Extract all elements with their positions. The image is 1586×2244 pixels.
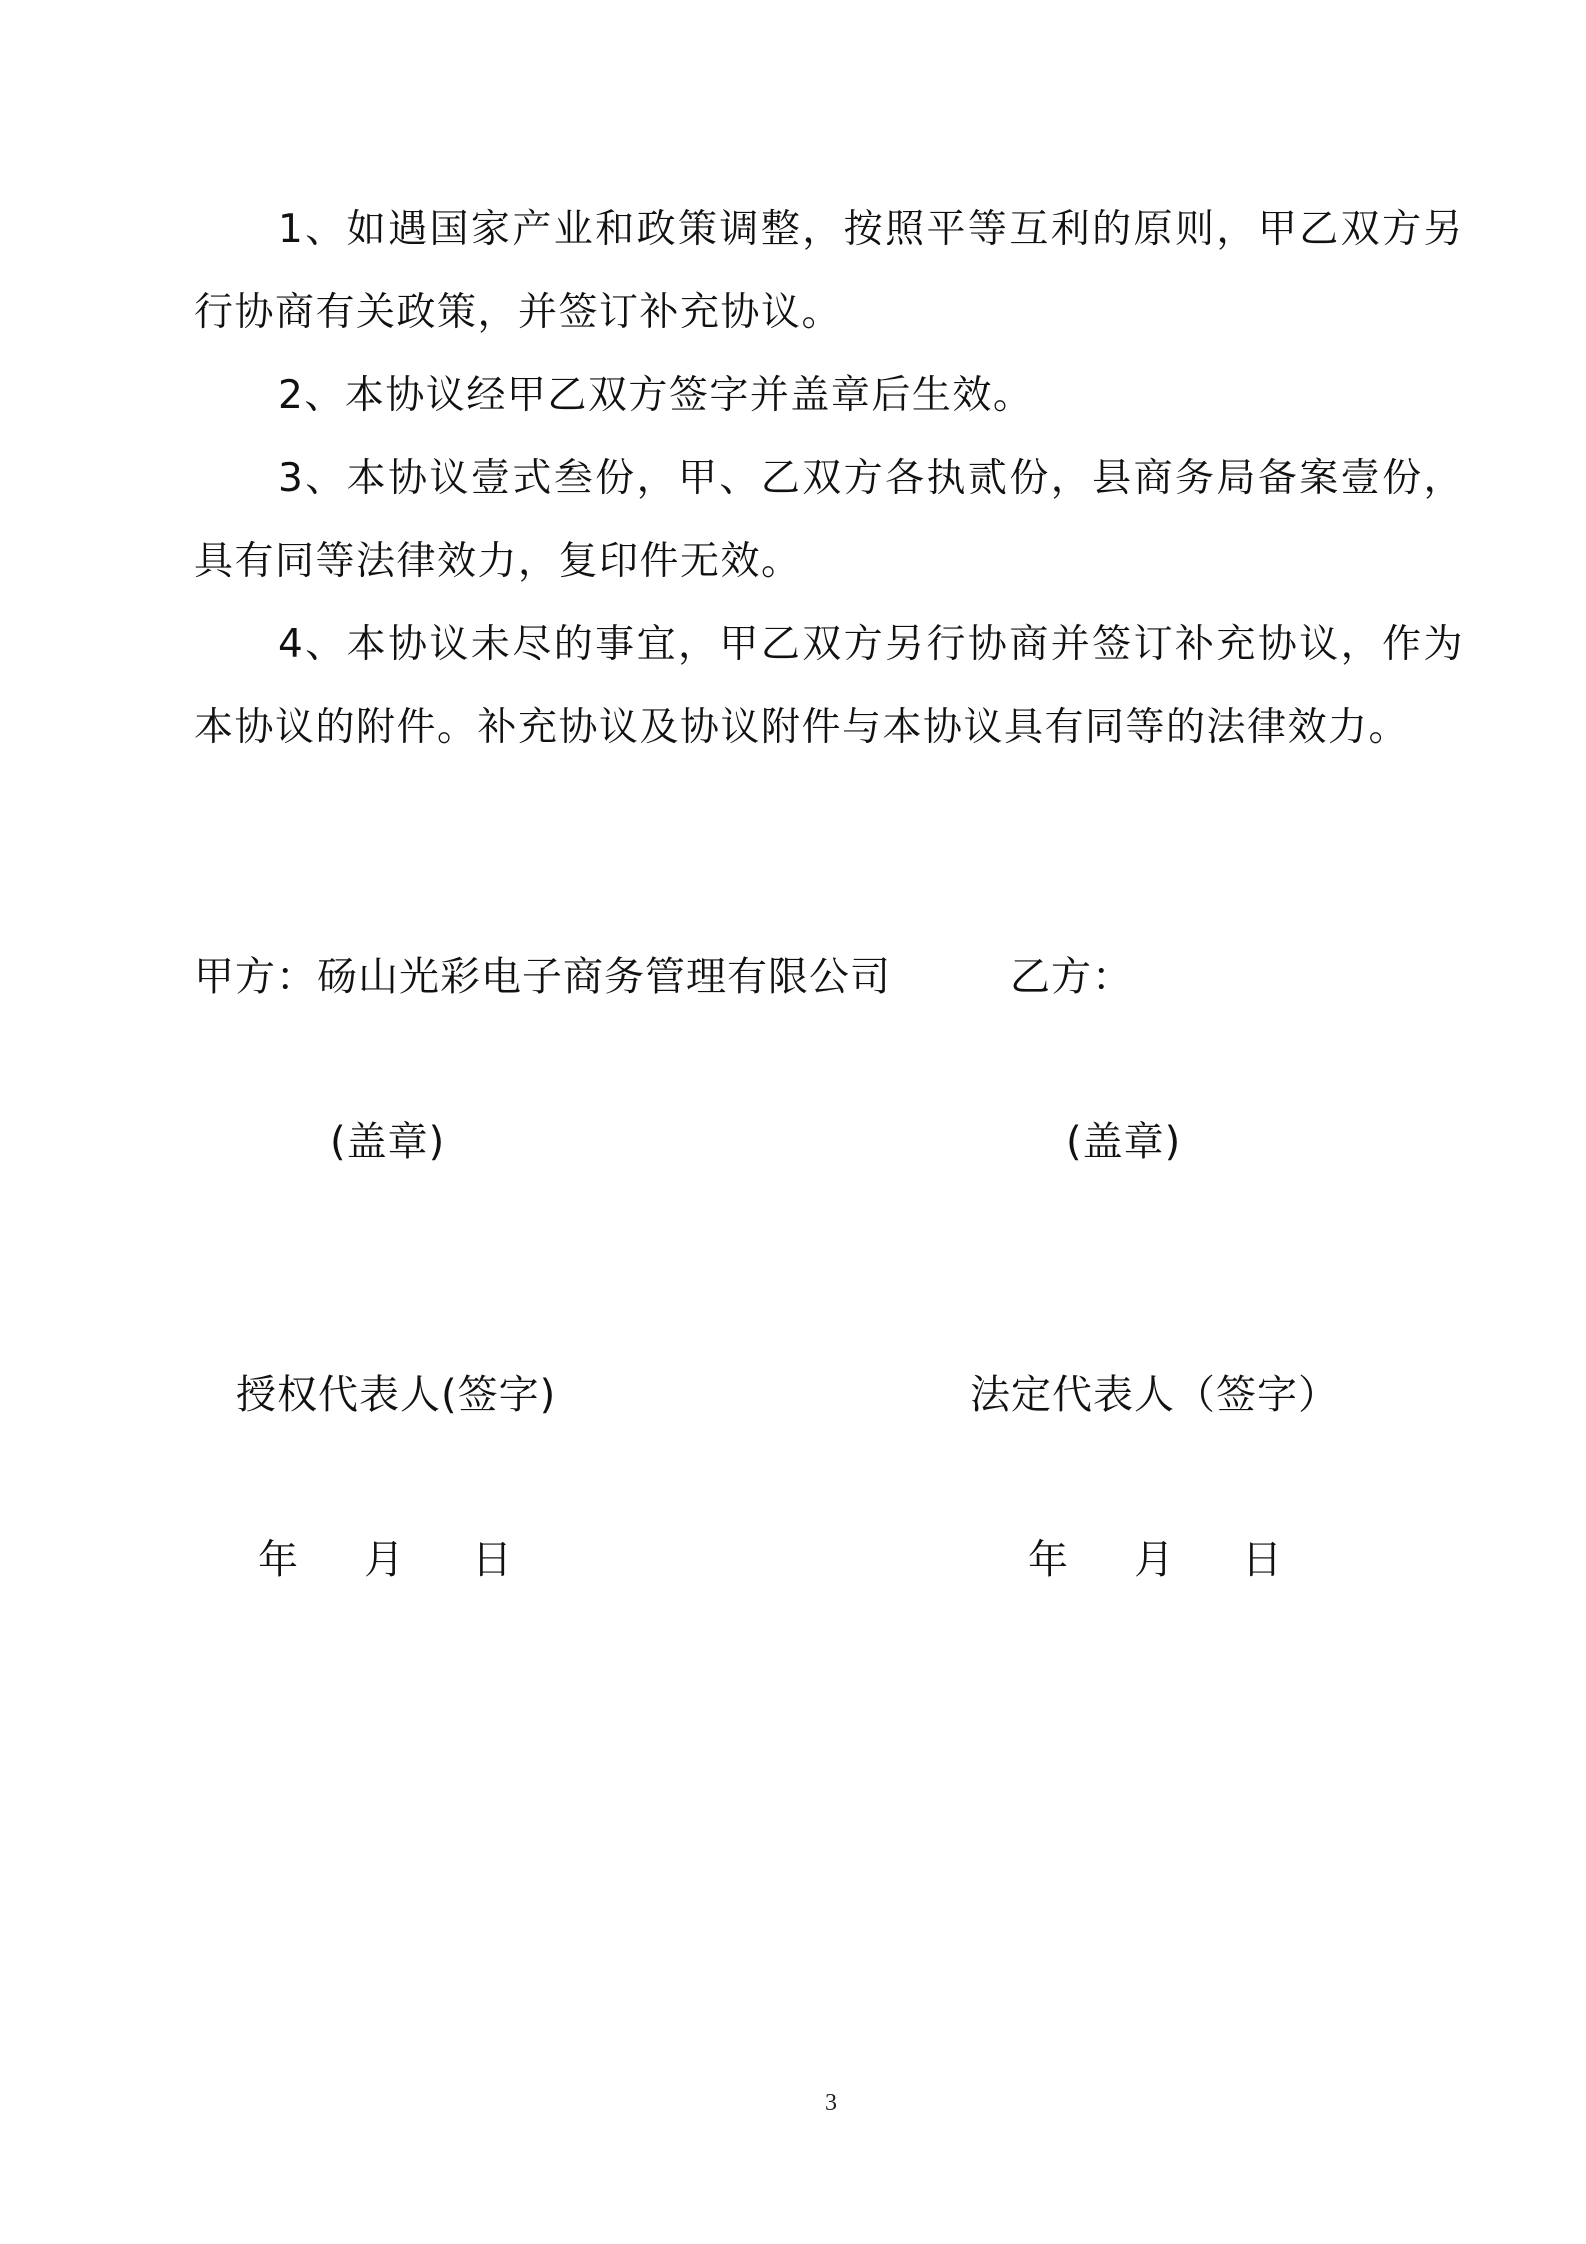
date-day-label: 日 [472,1537,512,1583]
clause-3: 3、本协议壹式叁份，甲、乙双方各执贰份，县商务局备案壹份，具有同等法律效力，复印件无效。 [194,456,1464,584]
party-b-label: 乙方： [1010,954,1133,1000]
party-a-label: 甲方：砀山光彩电子商务管理有限公司 [194,954,891,1000]
date-year-label: 年 [1028,1537,1068,1583]
clause-2: 2、本协议经甲乙双方签字并盖章后生效。 [278,373,1034,418]
party-b-representative: 法定代表人（签字） [970,1372,1339,1418]
party-b-seal: (盖章) [1066,1119,1182,1165]
date-month-label: 月 [364,1537,404,1583]
party-a-seal: (盖章) [330,1119,446,1165]
agreement-clauses [194,188,1464,769]
date-day-label: 日 [1242,1537,1282,1583]
party-a-representative: 授权代表人(签字) [236,1372,557,1418]
clause-1: 1、如遇国家产业和政策调整，按照平等互利的原则，甲乙双方另行协商有关政策，并签订补充协议。 [194,207,1464,335]
clause-4: 4、本协议未尽的事宜，甲乙双方另行协商并签订补充协议，作为本协议的附件。补充协议及协议附件与本协议具有同等的法律效力。 [194,622,1464,750]
page-number: 3 [825,2090,837,2116]
date-year-label: 年 [258,1537,298,1583]
date-month-label: 月 [1134,1537,1174,1583]
